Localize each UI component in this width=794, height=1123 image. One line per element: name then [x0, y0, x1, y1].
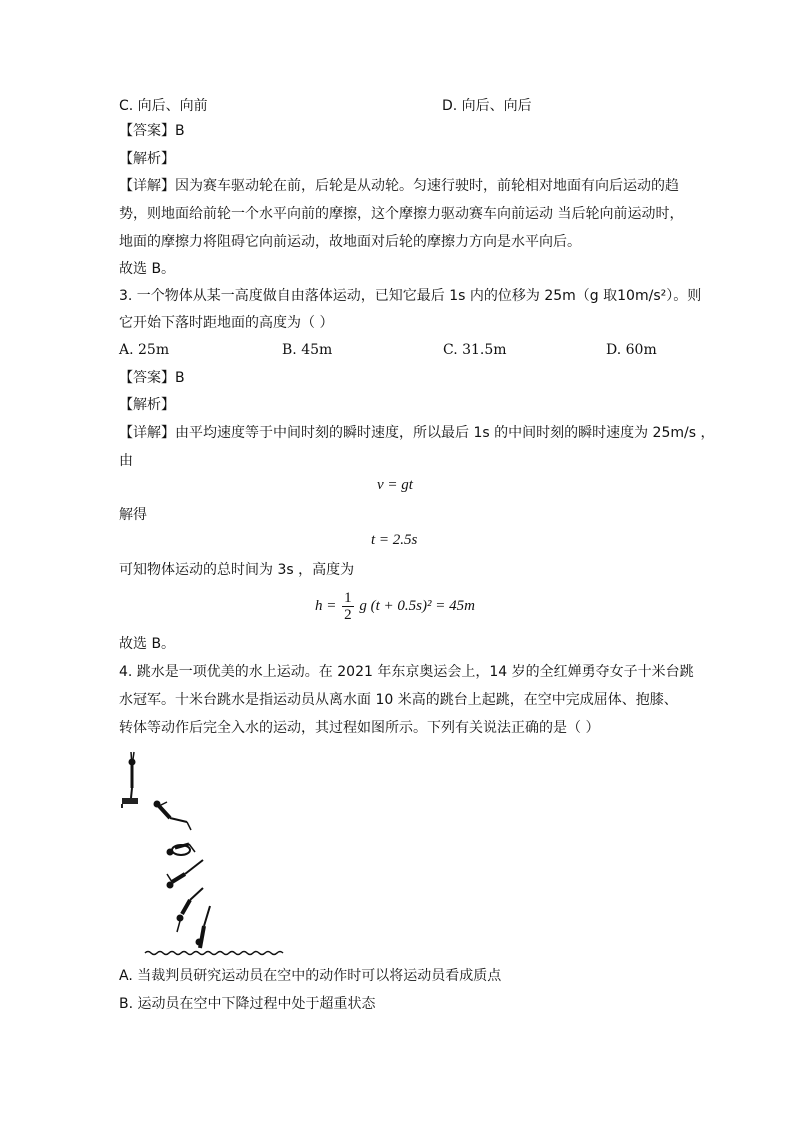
q2-detail-line-3: 地面的摩擦力将阻碍它向前运动，故地面对后轮的摩擦力方向是水平向后。 — [119, 234, 581, 250]
water-surface-wave — [145, 952, 283, 955]
q2-answer: 【答案】B — [119, 123, 185, 139]
q3-option-b: B. 45m — [282, 342, 333, 358]
q3-answer: 【答案】B — [119, 370, 185, 386]
equation-t-value: t = 2.5s — [371, 532, 418, 548]
fraction-denominator: 2 — [344, 607, 352, 623]
fraction-numerator: 1 — [344, 590, 352, 606]
equation-height-left: h = — [315, 597, 337, 614]
q2-analysis-label: 【解析】 — [119, 151, 175, 167]
diver-pose-entry — [196, 906, 210, 948]
fraction-half — [342, 590, 354, 623]
q3-solve-label: 解得 — [119, 507, 147, 523]
q4-stem-line-2: 水冠军。十米台跳水是指运动员从离水面 10 米高的跳台上起跳，在空中完成屈体、抱膝、 — [119, 692, 678, 708]
q2-option-d: D. 向后、向后 — [442, 98, 532, 114]
q4-stem-line-1: 4. 跳水是一项优美的水上运动。在 2021 年东京奥运会上，14 岁的全红婵勇夺女子十米台跳 — [119, 664, 694, 680]
diver-pose-twist — [167, 860, 203, 888]
q3-stem-line-1: 3. 一个物体从某一高度做自由落体运动，已知它最后 1s 内的位移为 25m（g 取10m/s²）。则 — [119, 288, 702, 304]
q3-option-c: C. 31.5m — [443, 342, 507, 358]
diver-pose-tuck — [167, 844, 195, 855]
diver-pose-takeoff — [154, 801, 191, 830]
q3-choose: 故选 B。 — [119, 636, 176, 652]
q3-total-time: 可知物体运动的总时间为 3s ，高度为 — [119, 562, 355, 578]
diver-pose-extend — [177, 888, 203, 932]
q3-analysis-label: 【解析】 — [119, 397, 175, 413]
q4-option-a: A. 当裁判员研究运动员在空中的动作时可以将运动员看成质点 — [119, 968, 502, 984]
q2-detail-line-2: 势，则地面给前轮一个水平向前的摩擦，这个摩擦力驱动赛车向前运动 当后轮向前运动时， — [119, 206, 684, 222]
q4-stem-line-3: 转体等动作后完全入水的运动，其过程如图所示。下列有关说法正确的是（ ） — [119, 720, 600, 736]
q2-choose: 故选 B。 — [119, 261, 176, 277]
q2-detail-line-1: 【详解】因为赛车驱动轮在前，后轮是从动轮。匀速行驶时，前轮相对地面有向后运动的趋 — [119, 178, 679, 194]
q4-option-b: B. 运动员在空中下降过程中处于超重状态 — [119, 996, 376, 1012]
q3-detail-line-2: 由 — [119, 453, 133, 469]
q3-option-d: D. 60m — [606, 342, 657, 358]
diver-pose-standing — [129, 752, 135, 798]
q3-option-a: A. 25m — [119, 342, 170, 358]
equation-height-right: g (t + 0.5s)² = 45m — [359, 597, 475, 614]
q3-detail-line-1: 【详解】由平均速度等于中间时刻的瞬时速度，所以最后 1s 的中间时刻的瞬时速度为 25m/s ， — [119, 425, 715, 441]
q2-option-c: C. 向后、向前 — [119, 98, 208, 114]
equation-v-gt: v = gt — [377, 477, 413, 493]
equation-height — [315, 590, 475, 623]
diving-sequence-figure — [115, 748, 290, 960]
q3-stem-line-2: 它开始下落时距地面的高度为（ ） — [119, 315, 334, 331]
diving-platform — [122, 798, 138, 804]
